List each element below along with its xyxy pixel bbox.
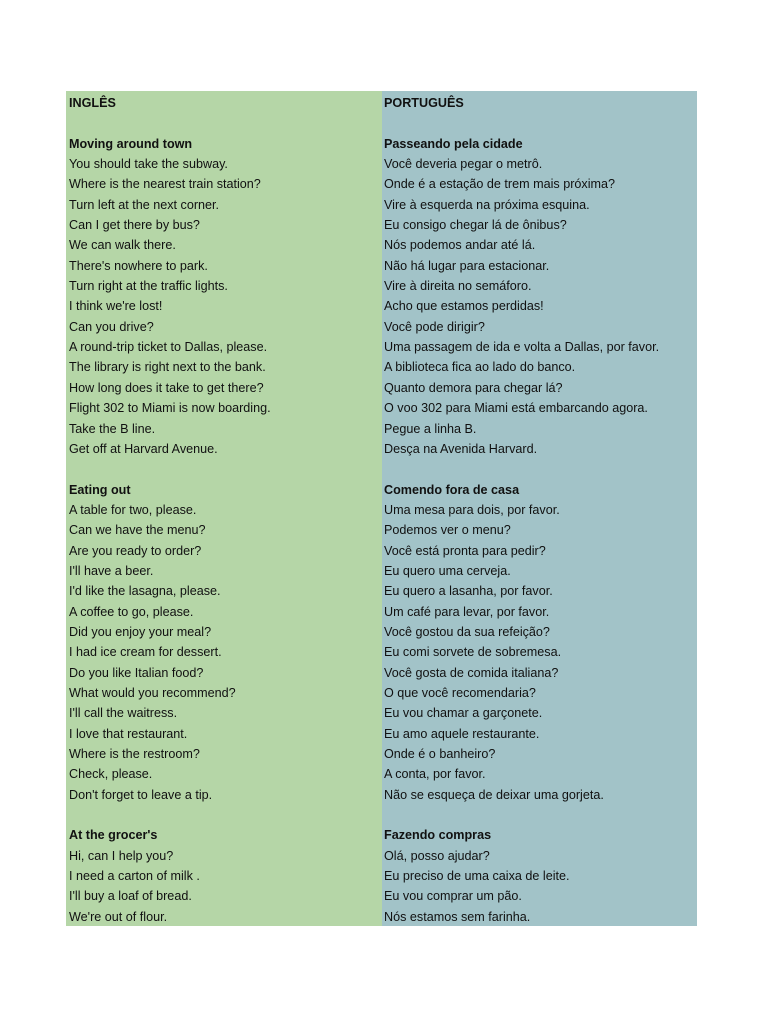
phrase-en: Where is the nearest train station? — [69, 177, 261, 192]
phrase-pt: Quanto demora para chegar lá? — [384, 380, 563, 395]
section-title-pt: Fazendo compras — [384, 828, 492, 843]
phrase-pt: Um café para levar, por favor. — [384, 604, 550, 619]
phrase-pt: O voo 302 para Miami está embarcando agora. — [384, 401, 648, 416]
phrase-en: A coffee to go, please. — [69, 604, 194, 619]
phrase-pt: Desça na Avenida Harvard. — [384, 441, 538, 456]
phrase-en: I'll buy a loaf of bread. — [69, 889, 192, 904]
phrase-pt: O que você recomendaria? — [384, 685, 536, 700]
phrase-en: Hi, can I help you? — [69, 848, 174, 863]
spacer — [69, 113, 382, 133]
phrase-en: I think we're lost! — [69, 299, 163, 314]
phrase-pt: A conta, por favor. — [384, 767, 486, 782]
phrase-en: We're out of flour. — [69, 909, 168, 924]
phrase-pt: Eu comi sorvete de sobremesa. — [384, 645, 562, 660]
phrase-pt: Você deveria pegar o metrô. — [384, 157, 543, 172]
section-title-en: At the grocer's — [69, 828, 158, 843]
phrase-pt: Podemos ver o menu? — [384, 523, 511, 538]
phrase-pt: Vire à esquerda na próxima esquina. — [384, 197, 590, 212]
phrase-table — [66, 91, 697, 926]
phrase-pt: Você está pronta para pedir? — [384, 543, 546, 558]
phrase-en: There's nowhere to park. — [69, 258, 208, 273]
phrase-pt: Não se esqueça de deixar uma gorjeta. — [384, 787, 604, 802]
english-header: INGLÊS — [69, 96, 116, 110]
phrase-en: Turn left at the next corner. — [69, 197, 220, 212]
phrase-en: We can walk there. — [69, 238, 176, 253]
phrase-en: Where is the restroom? — [69, 747, 200, 761]
phrase-en: How long does it take to get there? — [69, 380, 264, 395]
phrase-en: Get off at Harvard Avenue. — [69, 441, 218, 456]
phrase-en: I love that restaurant. — [69, 726, 188, 741]
section-title-pt: Comendo fora de casa — [384, 482, 520, 497]
phrase-pt: Eu quero uma cerveja. — [384, 563, 511, 578]
phrase-pt: Eu consigo chegar lá de ônibus? — [384, 218, 567, 233]
phrase-pt: Eu amo aquele restaurante. — [384, 726, 540, 741]
phrase-pt: Acho que estamos perdidas! — [384, 299, 544, 314]
phrase-en: Take the B line. — [69, 421, 156, 436]
phrase-en: I'll call the waitress. — [69, 706, 178, 721]
phrase-en: A table for two, please. — [69, 502, 197, 517]
phrase-en: Check, please. — [69, 767, 153, 782]
phrase-pt: Não há lugar para estacionar. — [384, 258, 550, 273]
phrase-en: I need a carton of milk . — [69, 869, 200, 884]
phrase-pt: Você pode dirigir? — [384, 319, 485, 334]
phrase-pt: Nós podemos andar até lá. — [384, 238, 536, 253]
phrase-en: I had ice cream for dessert. — [69, 645, 222, 660]
phrase-en: I'll have a beer. — [69, 563, 154, 578]
portuguese-header: PORTUGUÊS — [384, 96, 464, 110]
phrase-en: Can I get there by bus? — [69, 218, 200, 233]
phrase-pt: Pegue a linha B. — [384, 421, 477, 436]
english-column — [66, 91, 382, 926]
phrase-pt: Eu vou comprar um pão. — [384, 889, 522, 904]
spacer — [69, 459, 382, 479]
section-title-en: Moving around town — [69, 136, 193, 151]
phrase-en: What would you recommend? — [69, 685, 236, 700]
phrase-pt: Uma mesa para dois, por favor. — [384, 502, 560, 517]
section-title-en: Eating out — [69, 482, 131, 497]
phrase-pt: Vire à direita no semáforo. — [384, 279, 532, 294]
phrase-pt: Eu quero a lasanha, por favor. — [384, 584, 553, 599]
phrase-en: Are you ready to order? — [69, 543, 202, 558]
phrase-pt: Eu vou chamar a garçonete. — [384, 706, 543, 721]
phrase-pt: Onde é o banheiro? — [384, 747, 496, 761]
spacer — [384, 805, 697, 825]
portuguese-column — [382, 91, 697, 926]
spacer — [69, 805, 382, 825]
phrase-en: You should take the subway. — [69, 157, 228, 172]
phrase-en: Turn right at the traffic lights. — [69, 279, 228, 294]
phrase-pt: Onde é a estação de trem mais próxima? — [384, 177, 615, 192]
section-title-pt: Passeando pela cidade — [384, 136, 523, 151]
spacer — [384, 113, 697, 133]
phrase-pt: Uma passagem de ida e volta a Dallas, por favor. — [384, 340, 660, 355]
phrase-pt: Você gosta de comida italiana? — [384, 665, 559, 680]
phrase-en: Don't forget to leave a tip. — [69, 787, 213, 802]
spacer — [384, 459, 697, 479]
phrase-en: I'd like the lasagna, please. — [69, 584, 221, 599]
phrase-pt: Olá, posso ajudar? — [384, 848, 490, 863]
phrase-en: A round-trip ticket to Dallas, please. — [69, 340, 268, 355]
phrase-pt: Nós estamos sem farinha. — [384, 909, 531, 924]
phrase-en: Did you enjoy your meal? — [69, 624, 212, 639]
phrase-pt: Você gostou da sua refeição? — [384, 624, 550, 639]
phrase-pt: A biblioteca fica ao lado do banco. — [384, 360, 576, 375]
phrase-en: Can we have the menu? — [69, 523, 206, 538]
phrase-en: Can you drive? — [69, 319, 154, 334]
phrase-en: Do you like Italian food? — [69, 665, 204, 680]
phrase-en: The library is right next to the bank. — [69, 360, 266, 375]
phrase-en: Flight 302 to Miami is now boarding. — [69, 401, 271, 416]
phrase-pt: Eu preciso de uma caixa de leite. — [384, 869, 570, 884]
